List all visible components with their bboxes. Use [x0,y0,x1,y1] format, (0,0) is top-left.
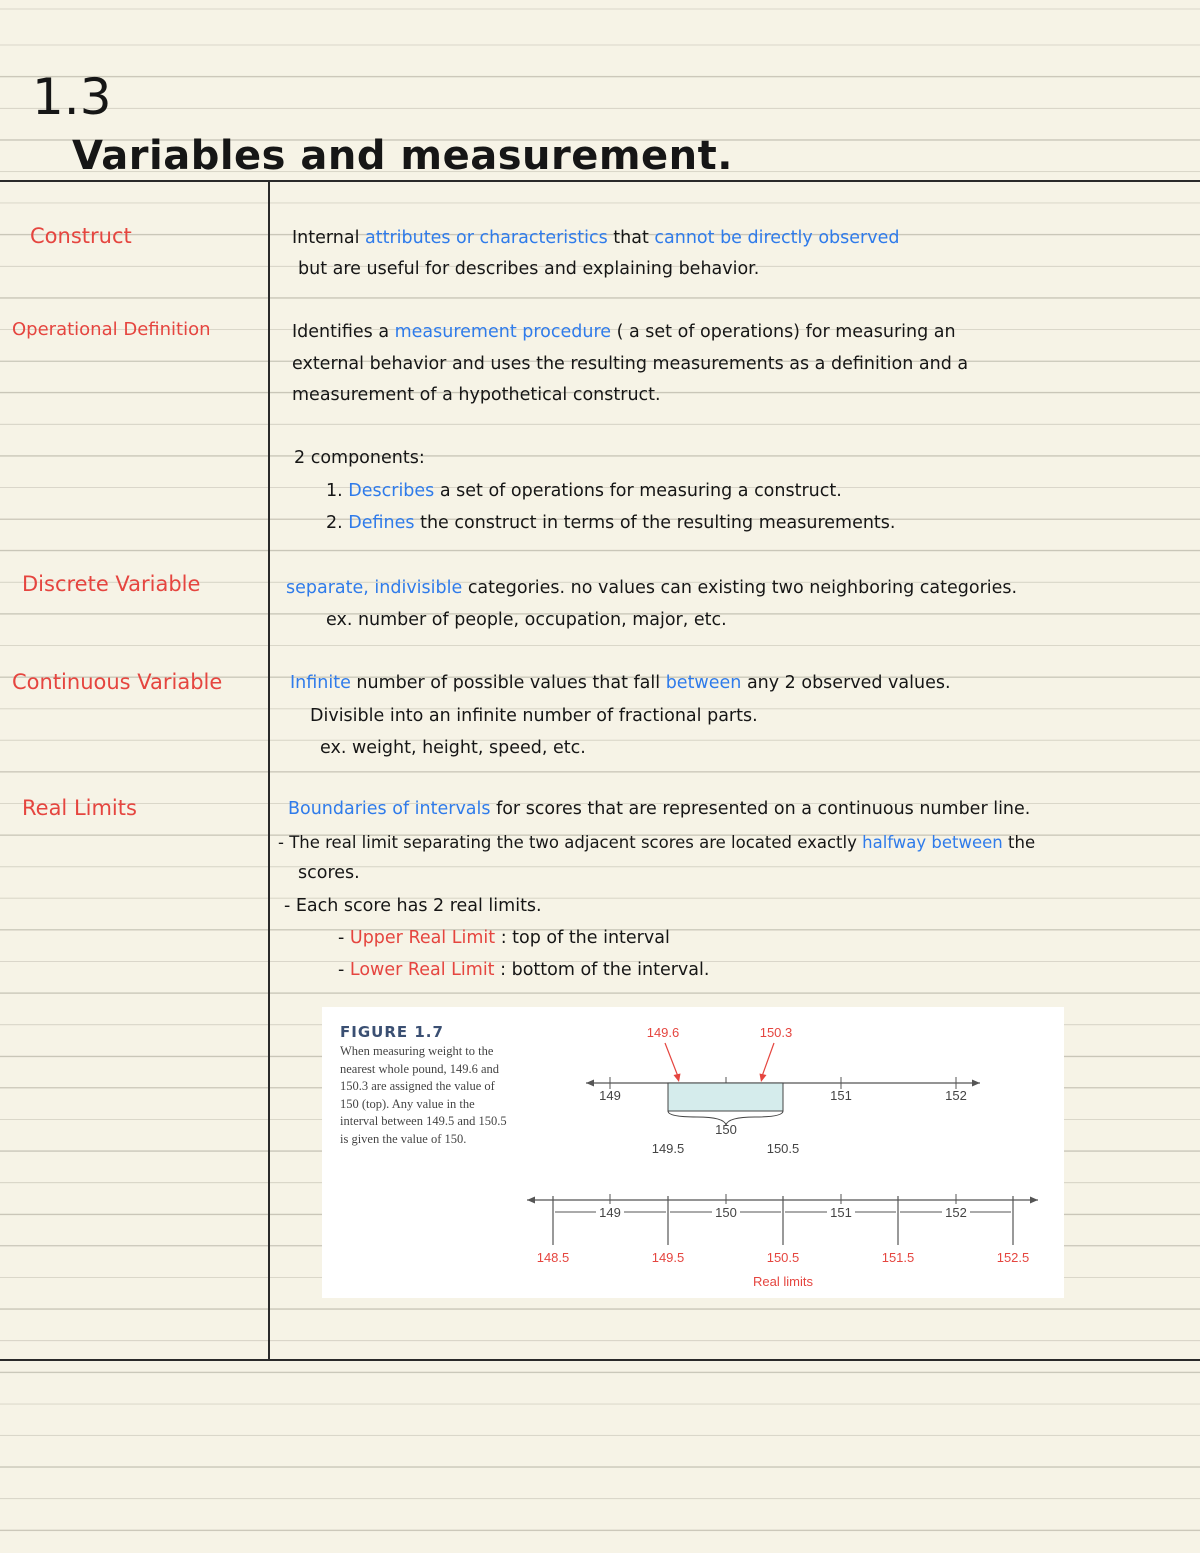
real-limit-label: 152.5 [996,1250,1030,1265]
limit-label: 149.5 [651,1141,685,1156]
bottom-divider [0,1359,1200,1361]
definition-line: ex. weight, height, speed, etc. [320,738,586,758]
page-title: Variables and measurement. [72,133,733,179]
pointer-arrow [761,1043,774,1079]
column-divider [268,181,270,1361]
axis-label: Real limits [753,1274,813,1289]
arrowhead-icon [674,1074,681,1083]
right-arrow-icon [1030,1197,1038,1204]
definition-line: scores. [298,863,360,883]
pointer-label: 149.6 [646,1025,680,1040]
real-limit-label: 148.5 [536,1250,570,1265]
header-divider [0,180,1200,182]
term-operational-definition: Operational Definition [12,319,211,340]
right-arrow-icon [972,1080,980,1087]
section-number: 1.3 [32,68,112,126]
list-item: 2. Defines the construct in terms of the resulting measurements. [326,513,896,533]
tick-label: 152 [945,1088,967,1103]
definition-line: Infinite number of possible values that fall between any 2 observed values. [290,673,951,693]
tick-label: 149 [599,1088,621,1103]
arrowhead-icon [760,1074,767,1083]
limit-label: 150.5 [766,1141,800,1156]
score-label: 150 [715,1205,737,1220]
pointer-arrow [665,1043,679,1079]
score-label: 149 [599,1205,621,1220]
interval-box [668,1083,783,1111]
real-limit-label: 150.5 [766,1250,800,1265]
left-arrow-icon [527,1197,535,1204]
definition-line: Divisible into an infinite number of fractional parts. [310,706,758,726]
definition-line: but are useful for describes and explaining behavior. [298,259,760,279]
term-discrete-variable: Discrete Variable [22,572,201,596]
pointer-label: 150.3 [759,1025,793,1040]
definition-line: - The real limit separating the two adjacent scores are located exactly halfway between the [278,833,1036,852]
left-arrow-icon [586,1080,594,1087]
list-item: - Upper Real Limit : top of the interval [338,928,670,948]
real-limit-label: 151.5 [881,1250,915,1265]
definition-line: Identifies a measurement procedure ( a set of operations) for measuring an [292,322,956,342]
definition-line: ex. number of people, occupation, major, etc. [326,610,727,630]
definition-line: - Each score has 2 real limits. [284,896,542,916]
term-real-limits: Real Limits [22,796,137,820]
tick-label: 151 [830,1088,852,1103]
score-label: 152 [945,1205,967,1220]
components-heading: 2 components: [294,448,425,468]
score-label: 151 [830,1205,852,1220]
term-continuous-variable: Continuous Variable [12,670,223,694]
term-construct: Construct [30,224,132,248]
definition-line: measurement of a hypothetical construct. [292,385,661,405]
figure-1-7 [322,1007,1064,1298]
list-item: - Lower Real Limit : bottom of the interval. [338,960,710,980]
definition-line: external behavior and uses the resulting measurements as a definition and a [292,354,969,374]
number-line-diagram [322,1007,1064,1298]
real-limit-label: 149.5 [651,1250,685,1265]
figure-label: FIGURE 1.7 [340,1023,444,1041]
definition-line: Internal attributes or characteristics that cannot be directly observed [292,228,900,248]
list-item: 1. Describes a set of operations for measuring a construct. [326,481,842,501]
definition-line: separate, indivisible categories. no values can existing two neighboring categories. [286,578,1018,598]
definition-line: Boundaries of intervals for scores that are represented on a continuous number line. [288,799,1031,819]
center-value-label: 150 [715,1122,737,1137]
figure-caption: When measuring weight to the nearest whole pound, 149.6 and 150.3 are assigned the value of 150 (top). Any value in the interval between 149.5 and 150.5 is given the value of 150. [340,1044,507,1146]
